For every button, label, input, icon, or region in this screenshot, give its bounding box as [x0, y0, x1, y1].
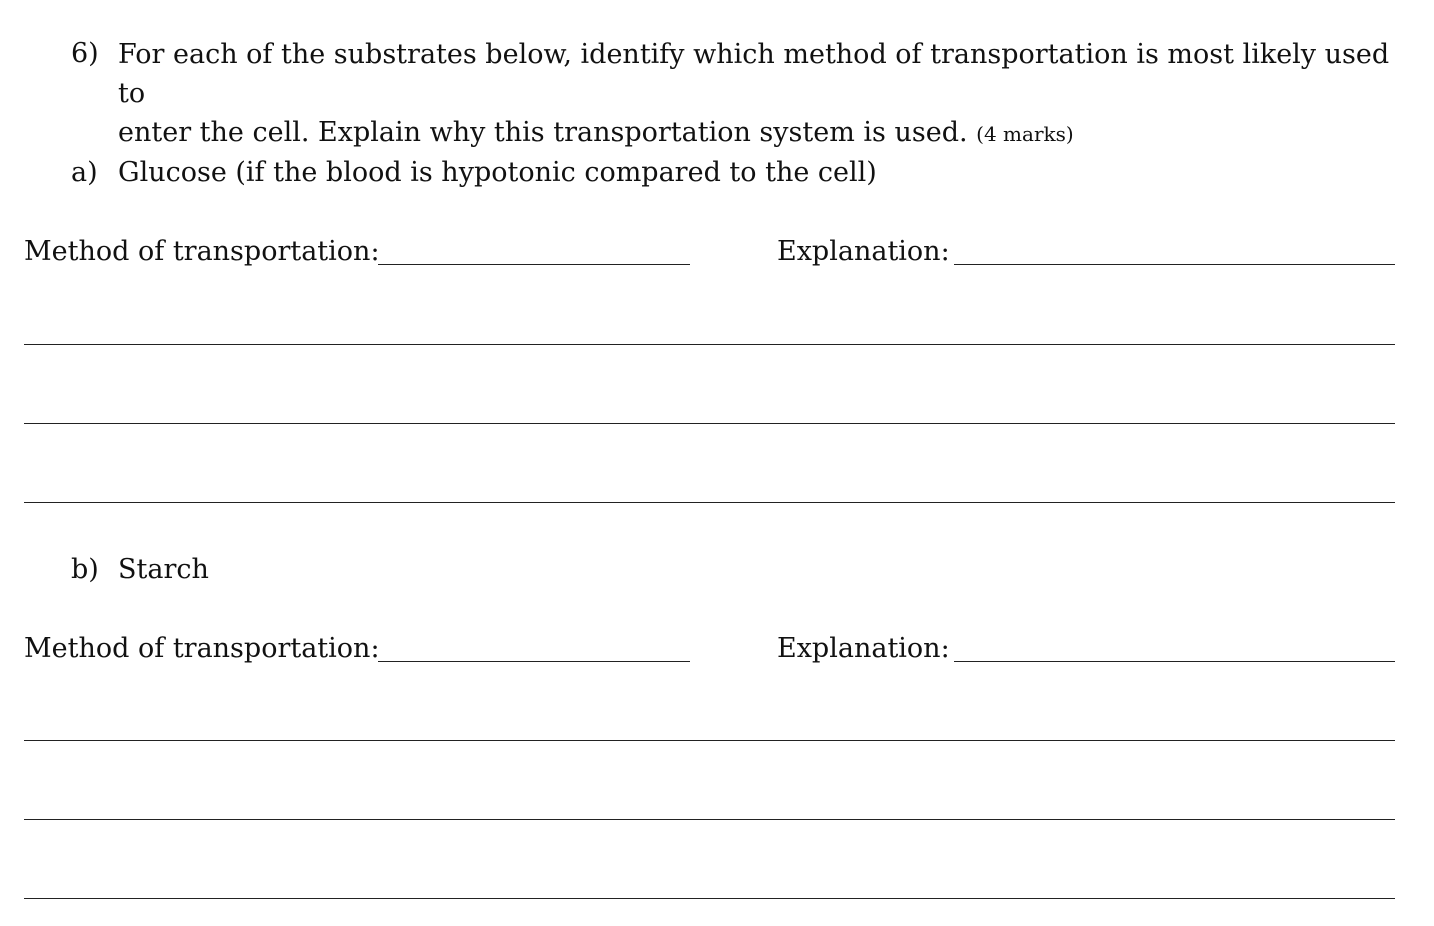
part-b-substrate: Starch [118, 554, 209, 585]
part-a-method-blank[interactable] [378, 264, 690, 265]
part-a-letter: a) [71, 157, 98, 188]
part-b-answer-line-1[interactable] [24, 740, 1395, 741]
part-b-answer-line-3[interactable] [24, 898, 1395, 899]
part-b-answer-line-2[interactable] [24, 819, 1395, 820]
part-b-explanation-blank[interactable] [954, 661, 1395, 662]
part-b-letter: b) [71, 554, 99, 585]
part-a-explanation-blank[interactable] [954, 264, 1395, 265]
part-a-answer-line-3[interactable] [24, 502, 1395, 503]
part-a-method-label: Method of transportation: [24, 236, 380, 267]
question-text [118, 35, 1408, 154]
question-text-line-1: For each of the substrates below, identify which method of transportation is most likely used to [118, 39, 1390, 109]
question-text-line-2 [118, 113, 1408, 154]
part-a-explanation-label: Explanation: [777, 236, 950, 267]
part-b-method-blank[interactable] [378, 661, 690, 662]
marks-label: (4 marks) [976, 122, 1074, 146]
part-a-substrate: Glucose (if the blood is hypotonic compared to the cell) [118, 157, 877, 188]
question-number: 6) [71, 38, 99, 69]
part-b-explanation-label: Explanation: [777, 633, 950, 664]
part-a-answer-line-1[interactable] [24, 344, 1395, 345]
question-text-line-2-body: enter the cell. Explain why this transportation system is used. [118, 117, 968, 148]
part-a-answer-line-2[interactable] [24, 423, 1395, 424]
part-b-method-label: Method of transportation: [24, 633, 380, 664]
